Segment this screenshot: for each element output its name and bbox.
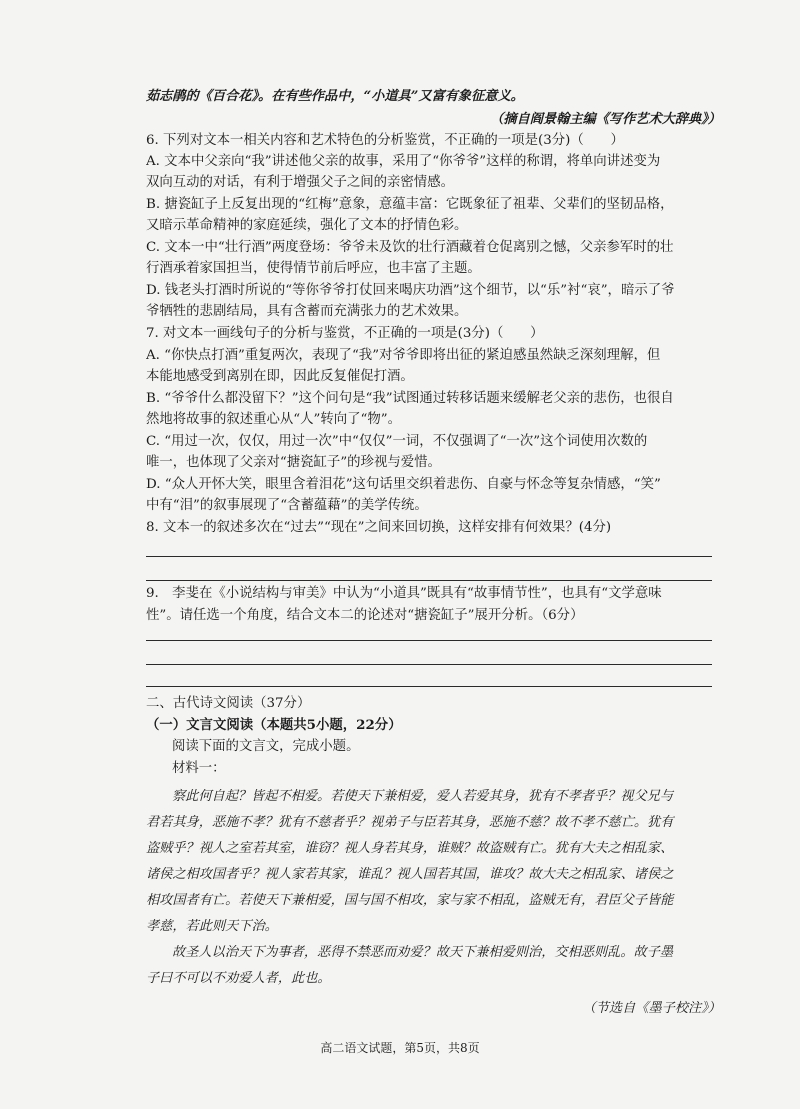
question-7-option-a: A. “你快点打酒”重复两次，表现了“我”对爷爷即将出征的紧迫感虽然缺乏深刻理解，但 <box>146 348 661 363</box>
question-7-stem: 7. 对文本一画线句子的分析与鉴赏，不正确的一项是(3分)（ ） <box>146 326 544 341</box>
section-2-title: 二、古代诗文阅读（37分） <box>146 696 311 711</box>
question-6-option-b: B. 搪瓷缸子上反复出现的“红梅”意象，意蕴丰富：它既象征了祖辈、父辈们的坚韧品格， <box>146 197 674 212</box>
section-2-subtitle: （一）文言文阅读（本题共5小题，22分） <box>146 717 402 733</box>
question-6-option-d: D. 钱老头打酒时所说的“等你爷爷打仗回来喝庆功酒”这个细节，以“乐”衬“哀”，暗示了爷 <box>146 283 675 298</box>
question-6-option-c-cont: 行酒承着家国担当，使得情节前后呼应，也丰富了主题。 <box>146 261 481 276</box>
classical-line-7: 故圣人以治天下为事者，恶得不禁恶而劝爱？故天下兼相爱则治，交相恶则乱。故子墨 <box>172 945 674 960</box>
question-9-line-2: 性”。请任选一个角度，结合文本二的论述对“搪瓷缸子”展开分析。（6分） <box>146 608 584 623</box>
question-7-option-a-cont: 本能地感受到离别在即，因此反复催促打酒。 <box>146 369 414 384</box>
question-6-option-d-cont: 爷牺牲的悲剧结局，具有含蓄而充满张力的艺术效果。 <box>146 304 468 319</box>
classical-line-8: 子曰不可以不劝爱人者，此也。 <box>146 971 331 986</box>
classical-line-1: 察此何自起？皆起不相爱。若使天下兼相爱，爱人若爱其身，犹有不孝者乎？视父兄与 <box>172 789 674 804</box>
material-label: 材料一： <box>172 761 226 776</box>
question-7-option-c: C. “用过一次，仅仅，用过一次”中“仅仅”一词，不仅强调了“一次”这个词使用次数的 <box>146 434 648 449</box>
answer-line-9b[interactable] <box>146 664 712 665</box>
question-6-option-b-cont: 又暗示革命精神的家庭延续，强化了文本的抒情色彩。 <box>146 218 468 233</box>
question-6-option-a: A. 文本中父亲向“我”讲述他父亲的故事，采用了“你爷爷”这样的称谓，将单向讲述变为 <box>146 154 661 169</box>
answer-line-9a[interactable] <box>146 640 712 641</box>
classical-line-5: 相攻国者有亡。若使天下兼相爱，国与国不相攻，家与家不相乱，盗贼无有，君臣父子皆能 <box>146 893 674 908</box>
continued-line: 茹志鹃的《百合花》。在有些作品中，“小道具”又富有象征意义。 <box>146 89 524 104</box>
question-7-option-d-cont: 中有“泪”的叙事展现了“含蓄蕴藉”的美学传统。 <box>146 498 428 513</box>
answer-line-8a[interactable] <box>146 556 712 557</box>
reading-instruction: 阅读下面的文言文，完成小题。 <box>172 739 360 754</box>
page-footer: 高二语文试题，第5页，共8页 <box>320 1041 480 1055</box>
classical-source: （节选自《墨子校注》） <box>582 1001 721 1016</box>
classical-line-2: 君若其身，恶施不孝？犹有不慈者乎？视弟子与臣若其身，恶施不慈？故不孝不慈亡。犹有 <box>146 815 674 830</box>
source-citation: （摘自阎景翰主编《写作艺术大辞典》） <box>490 112 721 127</box>
question-7-option-c-cont: 唯一，也体现了父亲对“搪瓷缸子”的珍视与爱惜。 <box>146 455 441 470</box>
question-7-option-b: B. “爷爷什么都没留下？”这个问句是“我”试图通过转移话题来缓解老父亲的悲伤，也很自 <box>146 391 674 406</box>
question-6-option-a-cont: 双向互动的对话，有利于增强父子之间的亲密情感。 <box>146 175 454 190</box>
question-9-line-1: 9. 李斐在《小说结构与审美》中认为“小道具”既具有“故事情节性”，也具有“文学意味 <box>146 586 662 601</box>
classical-line-3: 盗贼乎？视人之室若其室，谁窃？视人身若其身，谁贼？故盗贼有亡。犹有大夫之相乱家、 <box>146 841 674 856</box>
answer-line-9c[interactable] <box>146 686 712 687</box>
classical-line-4: 诸侯之相攻国者乎？视人家若其家，谁乱？视人国若其国，谁攻？故大夫之相乱家、诸侯之 <box>146 867 674 882</box>
question-6-option-c: C. 文本一中“壮行酒”两度登场：爷爷未及饮的壮行酒藏着仓促离别之憾，父亲参军时的壮 <box>146 240 674 255</box>
question-8-stem: 8. 文本一的叙述多次在“过去”“现在”之间来回切换，这样安排有何效果？(4分) <box>146 520 612 535</box>
question-7-option-b-cont: 然地将故事的叙述重心从“人”转向了“物”。 <box>146 412 402 427</box>
classical-line-6: 孝慈，若此则天下治。 <box>146 919 278 934</box>
answer-line-8b[interactable] <box>146 580 712 581</box>
question-6-stem: 6. 下列对文本一相关内容和艺术特色的分析鉴赏，不正确的一项是(3分)（ ） <box>146 133 624 148</box>
question-7-option-d: D. “众人开怀大笑，眼里含着泪花”这句话里交织着悲伤、自豪与怀念等复杂情感，“笑” <box>146 477 661 492</box>
